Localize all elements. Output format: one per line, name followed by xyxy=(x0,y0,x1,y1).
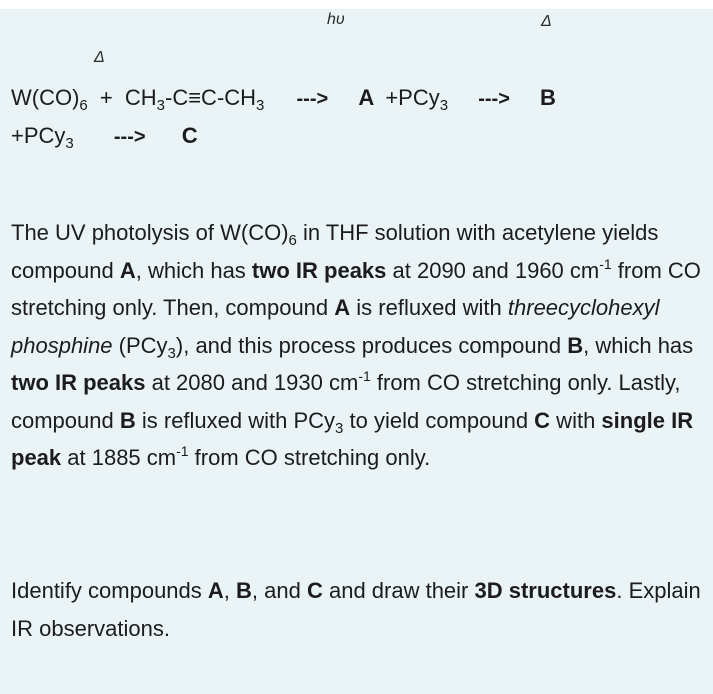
product-a: A xyxy=(358,85,375,110)
product-b: B xyxy=(540,85,556,110)
reactant-butyne: $CH_3-C\equiv C-CH_3$ xyxy=(124,85,265,114)
condition-delta: Δ xyxy=(541,13,552,30)
question-panel xyxy=(0,9,713,694)
question-paragraph-2: Identify compounds A, B, and C and draw their 3D structures. Explain IR observations. xyxy=(11,578,701,641)
emphasis-two-ir-peaks: two IR peaks xyxy=(11,370,146,395)
reaction-arrow: ---> xyxy=(296,88,329,110)
plus-sign: + xyxy=(99,85,113,110)
compound-a-label: A xyxy=(334,295,351,320)
reaction-line-1 xyxy=(11,85,556,114)
question-paragraph-1: The UV photolysis of $W(CO)_6$ in THF solution with acetylene yields compound A, which has two IR peaks at 2090 and 1960 $cm^{-1}$ from CO stretching only. Then, compound A is refluxed with threecyclohexyl phosphine (PCy$_3$), and this process produces compound B, which has two IR peaks at 2080 and 1930 $cm^{-1}$ from CO stretching only. Lastly, compound B is refluxed with PCy$_3$ to yield compound C with single IR peak at 1885 $cm^{-1}$ from CO stretching only. xyxy=(11,220,701,470)
phosphine-name: threecyclohexyl phosphine xyxy=(11,295,660,358)
reagent-pcy3: +PCy$_3$ xyxy=(385,85,449,114)
condition-hv: hυ xyxy=(327,11,345,28)
reagent-pcy3: +PCy$_3$ xyxy=(11,123,74,152)
product-c: C xyxy=(181,123,198,148)
compound-a-label: A xyxy=(207,578,224,603)
condition-delta: Δ xyxy=(94,49,105,66)
compound-c-label: C xyxy=(306,578,323,603)
emphasis-3d-structures: 3D structures xyxy=(474,578,617,603)
compound-b-label: B xyxy=(567,332,584,358)
compound-c-label: C xyxy=(534,407,551,433)
compound-b-label: B xyxy=(236,578,252,603)
compound-a-label: A xyxy=(119,257,136,283)
reaction-arrow: ---> xyxy=(478,88,510,110)
emphasis-single-ir-peak: single IR peak xyxy=(11,407,694,470)
compound-b-label: B xyxy=(119,407,136,433)
reaction-line-2 xyxy=(11,123,198,152)
emphasis-two-ir-peaks: two IR peaks xyxy=(251,257,387,283)
reactant-wco6: $W(CO)_6$ xyxy=(11,85,88,114)
reaction-arrow: ---> xyxy=(113,126,146,148)
